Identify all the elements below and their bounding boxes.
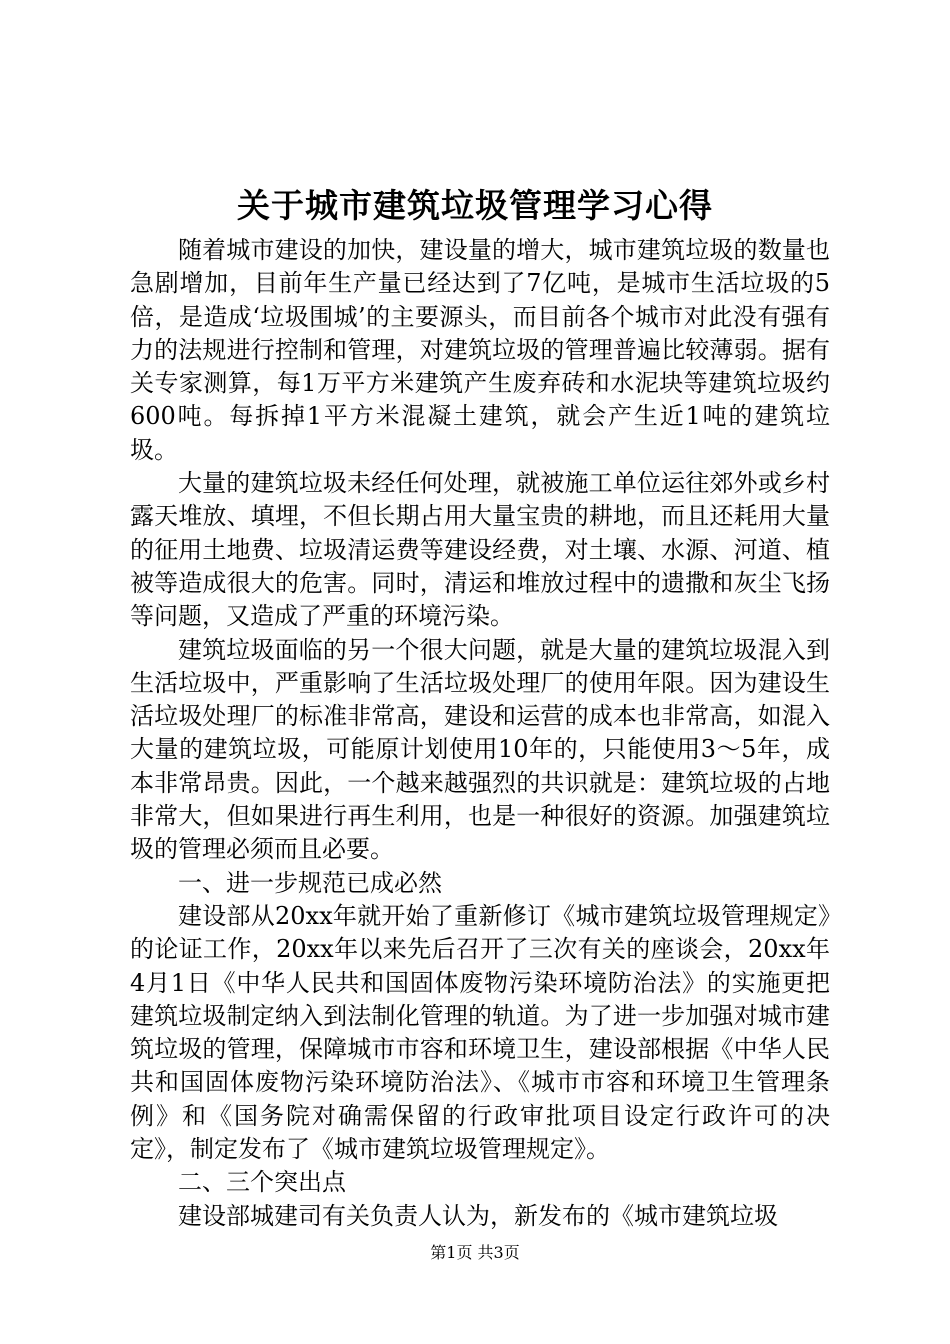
document-body: [130, 234, 830, 1233]
document-title: 关于城市建筑垃圾管理学习心得: [237, 186, 713, 225]
paragraph-highlights: 建设部城建司有关负责人认为，新发布的《城市建筑垃圾: [178, 1201, 778, 1230]
paragraph-pollution: 大量的建筑垃圾未经任何处理，就被施工单位运往郊外或乡村露天堆放、填埋，不但长期占用大量宝贵的耕地，而且还耗用大量的征用土地费、垃圾清运费等建设经费，对土壤、水源、河道、植被等造成很大的危害。同时，清运和堆放过程中的遗撒和灰尘飞扬等问题，又造成了严重的环境污染。: [130, 469, 830, 631]
page-footer: 第1页 共3页: [430, 1243, 520, 1262]
section-heading-2: 二、三个突出点: [178, 1168, 346, 1197]
section-heading-1: 一、进一步规范已成必然: [178, 868, 442, 897]
paragraph-regulation: 建设部从20xx年就开始了重新修订《城市建筑垃圾管理规定》的论证工作，20xx年以来先后召开了三次有关的座谈会，20xx年4月1日《中华人民共和国固体废物污染环境防治法》的实施更把建筑垃圾制定纳入到法制化管理的轨道。为了进一步加强对城市建筑垃圾的管理，保障城市市容和环境卫生，建设部根据《中华人民共和国固体废物污染环境防治法》、《城市市容和环境卫生管理条例》和《国务院对确需保留的行政审批项目设定行政许可的决定》，制定发布了《城市建筑垃圾管理规定》。: [130, 901, 830, 1164]
paragraph-mixing-problem: 建筑垃圾面临的另一个很大问题，就是大量的建筑垃圾混入到生活垃圾中，严重影响了生活垃圾处理厂的使用年限。因为建设生活垃圾处理厂的标准非常高，建设和运营的成本也非常高，如混入大量的建筑垃圾，可能原计划使用10年的，只能使用3～5年，成本非常昂贵。因此，一个越来越强烈的共识就是：建筑垃圾的占地非常大，但如果进行再生利用，也是一种很好的资源。加强建筑垃圾的管理必须而且必要。: [130, 635, 830, 864]
paragraph-intro: 随着城市建设的加快，建设量的增大，城市建筑垃圾的数量也急剧增加，目前年生产量已经达到了7亿吨，是城市生活垃圾的5倍，是造成‘垃圾围城’的主要源头，而目前各个城市对此没有强有力的法规进行控制和管理，对建筑垃圾的管理普遍比较薄弱。据有关专家测算，每1万平方米建筑产生废弃砖和水泥块等建筑垃圾约600吨。每拆掉1平方米混凝土建筑，就会产生近1吨的建筑垃圾。: [130, 236, 830, 464]
